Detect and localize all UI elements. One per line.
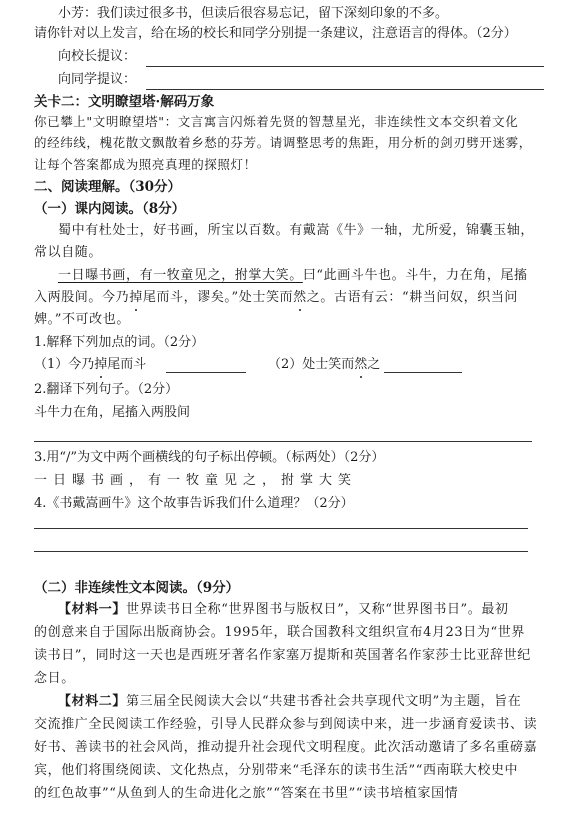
q1-text: 尾而斗: [107, 357, 147, 372]
q3-sentence: 一日曝书画，有一牧童见之，拊掌大笑: [34, 473, 358, 488]
q2-sentence: 斗牛力在角，尾搐入两股间: [34, 405, 191, 420]
material2-line-4: 宾，他们将围绕阅读、文化热点，分别带来“毛泽东的读书生活”“西南联大校史中: [34, 763, 519, 778]
level2-intro-3: 让每个答案都成为照亮真理的探照灯！: [34, 157, 257, 172]
q1-text: （1）今乃: [34, 357, 95, 372]
section2-title: 二、阅读理解。（30分）: [34, 179, 182, 195]
passage-text: 入两股间。今乃: [34, 290, 130, 305]
material1-label: 【材料一】: [58, 602, 127, 617]
material2-line-1: [58, 693, 521, 711]
q4-answer-line-1[interactable]: [34, 528, 528, 529]
q2-stem: 2.翻译下列句子。（2分）: [34, 382, 179, 397]
prev-line-1: 小芳：我们读过很多书，但读后很容易忘记，留下深刻印象的不多。: [58, 6, 449, 21]
material2-text: 第三届全民阅读大会以“共建书香社会共享现代文明”为主题，旨在: [126, 694, 522, 709]
underlined-sentence: 一日曝书画，有一牧童见之，拊掌大笑。: [58, 268, 303, 283]
q1-stem: 1.解释下列加点的词。（2分）: [34, 335, 205, 350]
prev-line-2: 请你针对以上发言，给在场的校长和同学分别提一条建议，注意语言的得体。（2分）: [34, 26, 517, 41]
dotted-word-ran: 然: [293, 290, 307, 305]
q2-answer-line[interactable]: [34, 441, 532, 442]
q1-answer-line-2[interactable]: [384, 372, 462, 373]
material2-line-5: 的红色故事”“从鱼到人的生命进化之旅”“答案在书里”“读书培植家国情: [34, 786, 459, 801]
level2-title: 关卡二：文明瞭望塔·解码万象: [34, 94, 215, 110]
material1-line-4: 念日。: [34, 671, 75, 686]
principal-label: 向校长提议：: [58, 49, 137, 64]
q1-item-2: [268, 356, 380, 374]
q4-stem: 4.《书戴嵩画牛》这个故事告诉我们什么道理？（2分）: [34, 496, 354, 511]
material1-line-1: [58, 601, 509, 619]
q1-text: （2）处士笑而: [268, 357, 355, 372]
passage-line-1: 蜀中有杜处士，好书画，所宝以百数。有戴嵩《牛》一轴，尤所爱，锦囊玉轴，: [58, 223, 535, 238]
q1-item-1: [34, 356, 146, 374]
q1-text: 之: [367, 357, 381, 372]
part2-title: （二）非连续性文本阅读。（9分）: [34, 580, 240, 596]
passage-line-4: [34, 289, 518, 307]
part1-title: （一）课内阅读。（8分）: [34, 201, 186, 217]
material2-line-3: 好书、善读书的社会风尚，推动提升社会现代文明程度。此次活动邀请了多名重磅嘉: [34, 740, 538, 755]
passage-line-3-rest: 曰“此画斗牛也。斗牛，力在角，尾搐: [302, 268, 528, 283]
material2-line-2: 交流推广全民阅读工作经验，引导人民群众参与到阅读中来，进一步涵育爱读书、读: [34, 717, 538, 732]
passage-line-3: [58, 267, 528, 285]
passage-line-2: 常以自随。: [34, 245, 103, 260]
material2-label: 【材料二】: [58, 694, 127, 709]
principal-answer-line[interactable]: [146, 66, 544, 67]
q3-stem: 3.用“/”为文中两个画横线的句子标出停顿。（标两处）（2分）: [34, 450, 385, 465]
passage-line-5: 婢。”不可改也。: [34, 312, 130, 327]
classmate-answer-line[interactable]: [146, 89, 544, 90]
q1-answer-line-1[interactable]: [166, 372, 246, 373]
passage-text: 尾而斗，谬矣。”处士笑而: [142, 290, 294, 305]
material1-line-2: 的创意来自于国际出版商协会。1995年，联合国教科文组织宣布4月23日为“世界: [34, 625, 525, 640]
material1-text: 世界读书日全称“世界图书与版权日”，又称“世界图书日”。最初: [126, 602, 509, 617]
q4-answer-line-2[interactable]: [34, 551, 528, 552]
dotted-word-diao: 掉: [129, 290, 143, 305]
q1-dotted-diao: 掉: [94, 357, 108, 372]
passage-text: 之。古语有云：“耕当问奴，织当问: [306, 290, 519, 305]
level2-intro-2: 的经纬线，槐花散文飘散着乡愁的芬芳。请调整思考的焦距，用分析的剑刃劈开迷雾，: [34, 135, 532, 150]
level2-intro-1: 你已攀上"文明瞭望塔"：文言寓言闪烁着先贤的智慧星光，非连续性文本交织着文化: [34, 114, 519, 129]
material1-line-3: 读书日”，同时这一天也是西班牙著名作家塞万提斯和英国著名作家莎士比亚辞世纪: [34, 648, 531, 663]
classmate-label: 向同学提议：: [58, 72, 137, 87]
q1-dotted-ran: 然: [354, 357, 368, 372]
